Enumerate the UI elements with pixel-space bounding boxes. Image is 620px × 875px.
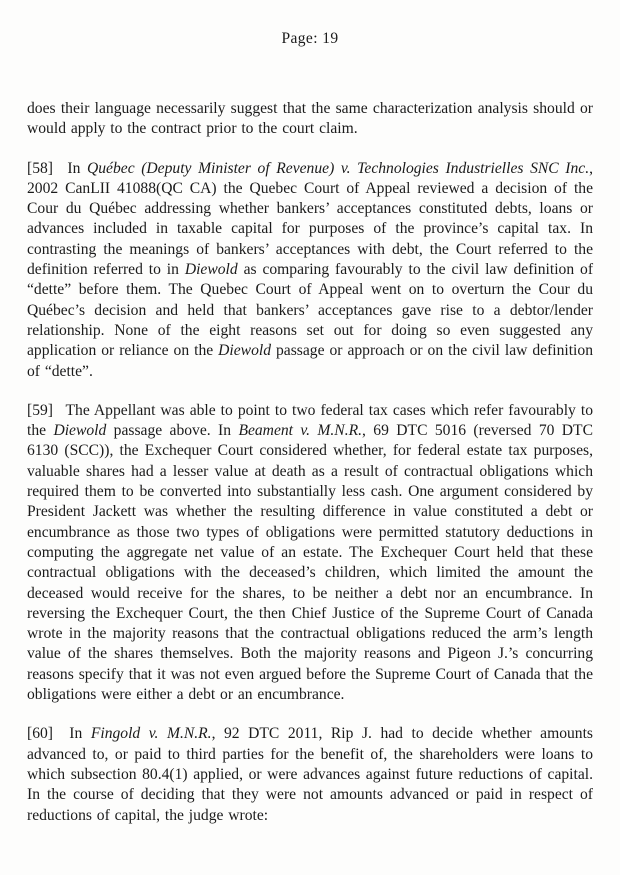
case-citation: Diewold bbox=[218, 342, 272, 360]
paragraph-intro bbox=[27, 99, 593, 140]
text-run: , 92 DTC 2011, Rip J. had to decide whether amounts advanced to, or paid to third parties for the benefit of, the shareholders were loans to which subsection 80.4(1) applied, or were advances against future reductions of capital. In the course of deciding that they were not amounts advanced or paid in respect of reductions of capital, the judge wrote: bbox=[27, 725, 594, 824]
paragraph-59 bbox=[27, 401, 593, 705]
text-run: [59] The Appellant was able to point to two federal tax cases which refer favourably to the bbox=[27, 401, 593, 440]
text-run: [60] In bbox=[27, 725, 91, 743]
paragraph-60 bbox=[27, 724, 593, 825]
paragraph-58 bbox=[27, 159, 593, 382]
text-run: as comparing favourably to the civil law definition of “dette” before them. The Quebec Court of Appeal went on to overturn the Cour du Québec’s decision and held that bankers’ acceptances gave rise to a debtor/lender relationship. None of the eight reasons set out for doing so even suggested any application or reliance on the bbox=[27, 261, 594, 360]
case-citation: Beament v. M.N.R. bbox=[238, 422, 363, 440]
case-citation: Fingold v. M.N.R. bbox=[90, 725, 212, 743]
text-run: passage above. In bbox=[106, 422, 239, 440]
case-citation: Diewold bbox=[184, 261, 238, 279]
text-run: does their language necessarily suggest that the same characterization analysis should or would apply to the contract prior to the court claim. bbox=[27, 100, 593, 138]
text-run: passage or approach or on the civil law definition of “dette”. bbox=[27, 342, 593, 380]
document-body bbox=[27, 99, 593, 845]
text-run: , 2002 CanLII 41088(QC CA) the Quebec Court of Appeal reviewed a decision of the Cour du Québec addressing whether bankers’ acceptances constituted debts, loans or advances included in taxable capital for purposes of the province’s capital tax. In contrasting the meanings of bankers’ acceptances with debt, the Court referred to the definition referred to in bbox=[27, 159, 593, 279]
case-citation: Diewold bbox=[53, 422, 107, 440]
page-number-header: Page: 19 bbox=[281, 30, 339, 47]
text-run: [58] In bbox=[27, 159, 87, 177]
case-citation: Québec (Deputy Minister of Revenue) v. Technologies Industrielles SNC Inc. bbox=[87, 159, 590, 177]
text-run: , 69 DTC 5016 (reversed 70 DTC 6130 (SCC)), the Exchequer Court considered whether, for federal estate tax purposes, valuable shares had a lesser value at death as a result of contractual obligations which required them to be converted into substantially less cash. One argument considered by President Jackett was whether the resulting difference in value constituted a debt or encumbrance as those two types of obligations were permitted statutory deductions in computing the aggregate net value of an estate. The Exchequer Court held that these contractual obligations with the deceased’s children, which limited the amount the deceased would receive for the shares, to be neither a debt nor an encumbrance. In reversing the Exchequer Court, the then Chief Justice of the Supreme Court of Canada wrote in the majority reasons that the contractual obligations reduced the arm’s length value of the shares themselves. Both the majority reasons and Pigeon J.’s concurring reasons specify that it was not even argued before the Supreme Court of Canada that the obligations were either a debt or an encumbrance. bbox=[27, 422, 593, 704]
